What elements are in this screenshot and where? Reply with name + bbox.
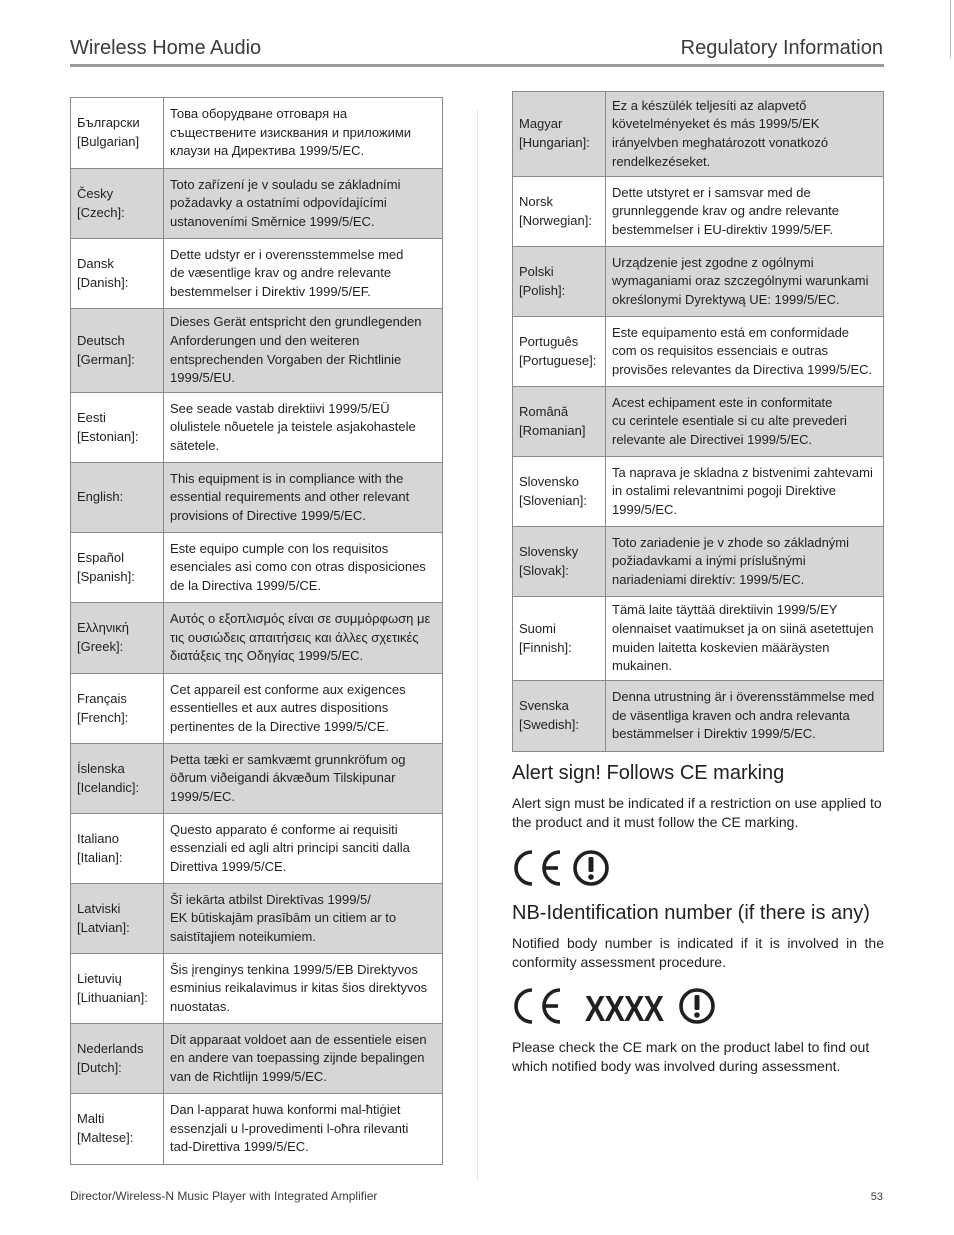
declaration-text: This equipment is in compliance with the essential requirements and other relevant provisions of Directive 1999/5/EC. [164,463,443,533]
ce-mark-icon [512,986,564,1031]
language-label: Français [French]: [71,674,164,744]
declaration-text: Este equipamento está em conformidade com os requisitos essenciais e outras provisões relevantes da Directiva 1999/5/EC. [606,317,884,387]
declaration-text: Dan l-apparat huwa konformi mal-ħtiġiet essenzjali u l-provedimenti l-oħra rilevanti tad-Direttiva 1999/5/EC. [164,1094,443,1165]
declaration-text: Toto zařízení je v souladu se základními požadavky a ostatními odpovídajícími ustanoveními Směrnice 1999/5/EC. [164,169,443,239]
page-edge-line [950,0,951,58]
declaration-text: Ez a készülék teljesíti az alapvető követelményeket és más 1999/5/EK irányelvben meghatározott vonatkozó rendelkezéseket. [606,92,884,177]
language-label: Español [Spanish]: [71,533,164,603]
table-row [513,681,884,752]
language-label: Български [Bulgarian] [71,98,164,169]
declaration-text: Urządzenie jest zgodne z ogólnymi wymaganiami oraz szczególnymi warunkami określonymi Dyrektywą UE: 1999/5/EC. [606,247,884,317]
page-number: 53 [870,1191,883,1203]
language-label: Nederlands [Dutch]: [71,1024,164,1094]
declaration-table-right [512,91,884,752]
declaration-text: Este equipo cumple con los requisitos esenciales asi como con otras disposiciones de la Directiva 1999/5/CE. [164,533,443,603]
table-row [71,1094,443,1165]
table-row [71,169,443,239]
declaration-text: Šī iekārta atbilst Direktīvas 1999/5/ EK būtiskajām prasībām un citiem ar to saistītajiem noteikumiem. [164,884,443,954]
declaration-table-left [70,97,443,1165]
language-label: Italiano [Italian]: [71,814,164,884]
language-label: Dansk [Danish]: [71,239,164,309]
table-row [71,954,443,1024]
table-row [513,92,884,177]
table-row [513,457,884,527]
ce-alert-marks [512,848,610,893]
header-title-left: Wireless Home Audio [70,37,262,59]
declaration-text: Tämä laite täyttää direktiivin 1999/5/EY olennaiset vaatimukset ja on siinä asetettujen muiden laitetta koskevien määräysten mukainen. [606,597,884,681]
language-label: Suomi [Finnish]: [513,597,606,681]
language-label: Polski [Polish]: [513,247,606,317]
column-separator [477,110,478,1180]
table-row [71,309,443,393]
alert-exclamation-icon [678,987,716,1030]
alert-body: Alert sign must be indicated if a restriction on use applied to the product and it must follow the CE marking. [512,795,882,830]
declaration-text: Acest echipament este in conformitate cu cerintele esentiale si cu alte prevederi relevante ale Directivei 1999/5/EC. [606,387,884,457]
check-label-text: Please check the CE mark on the product label to find out which notified body was involved during assessment. [512,1039,870,1074]
declaration-text: Toto zariadenie je v zhode so základnými požiadavkami a inými príslušnými nariadeniami direktív: 1999/5/EC. [606,527,884,597]
declaration-text: Dette udstyr er i overensstemmelse med de væsentlige krav og andre relevante bestemmelser i Direktiv 1999/5/EF. [164,239,443,309]
table-row [513,387,884,457]
table-row [71,239,443,309]
table-row [71,744,443,814]
language-label: Íslenska [Icelandic]: [71,744,164,814]
table-row [513,317,884,387]
language-label: English: [71,463,164,533]
table-row [71,814,443,884]
ce-nb-alert-marks [512,986,716,1031]
language-label: Magyar [Hungarian]: [513,92,606,177]
header-title-right: Regulatory Information [680,37,883,59]
table-row [513,527,884,597]
nb-section [512,902,884,972]
table-row [71,463,443,533]
table-row [71,603,443,674]
ce-mark-icon [512,848,564,893]
table-row [71,98,443,169]
declaration-text: Denna utrustning är i överensstämmelse med de väsentliga kraven och andra relevanta bestämmelser i Direktiv 1999/5/EC. [606,681,884,752]
nb-number: XXXX [584,987,664,1029]
language-label: Eesti [Estonian]: [71,393,164,463]
language-label: Česky [Czech]: [71,169,164,239]
language-label: Malti [Maltese]: [71,1094,164,1165]
table-row [71,674,443,744]
table-row [71,1024,443,1094]
declaration-text: Dieses Gerät entspricht den grundlegenden Anforderungen und den weiteren entsprechenden Vorgaben der Richtlinie 1999/5/EU. [164,309,443,393]
alert-heading: Alert sign! Follows CE marking [512,762,785,784]
declaration-text: Cet appareil est conforme aux exigences essentielles et aux autres dispositions pertinentes de la Directive 1999/5/CE. [164,674,443,744]
nb-heading: NB-Identification number (if there is any) [512,902,870,924]
language-label: Português [Portuguese]: [513,317,606,387]
table-row [71,884,443,954]
nb-body: Notified body number is indicated if it is involved in the conformity assessment procedure. [512,935,884,970]
declaration-text: Αυτός ο εξοπλισμός είναι σε συμμόρφωση με τις ουσιώδεις απαιτήσεις και άλλες σχετικές διατάξεις της Οδηγίας 1999/5/EC. [164,603,443,674]
language-label: Latviski [Latvian]: [71,884,164,954]
table-row [513,597,884,681]
declaration-text: Questo apparato é conforme ai requisiti essenziali ed agli altri principi sanciti dalla Direttiva 1999/5/CE. [164,814,443,884]
language-label: Slovensky [Slovak]: [513,527,606,597]
alert-section [512,762,884,832]
language-label: Română [Romanian] [513,387,606,457]
language-label: Svenska [Swedish]: [513,681,606,752]
header-rule [70,64,884,67]
declaration-text: Това оборудване отговаря на съществените изисквания и приложими клаузи на Директива 1999/5/ЕС. [164,98,443,169]
declaration-text: Ta naprava je skladna z bistvenimi zahtevami in ostalimi relevantnimi pogoji Direktive 1999/5/EC. [606,457,884,527]
declaration-text: Šis įrenginys tenkina 1999/5/EB Direktyvos esminius reikalavimus ir kitas šios direktyvos nuostatas. [164,954,443,1024]
declaration-text: Dit apparaat voldoet aan de essentiele eisen en andere van toepassing zijnde bepalingen van de Richtlijn 1999/5/EC. [164,1024,443,1094]
alert-exclamation-icon [572,849,610,892]
declaration-text: See seade vastab direktiivi 1999/5/EÜ olulistele nõuetele ja teistele asjakohastele sätetele. [164,393,443,463]
table-row [513,247,884,317]
language-label: Slovensko [Slovenian]: [513,457,606,527]
declaration-text: Þetta tæki er samkvæmt grunnkröfum og öðrum viðeigandi ákvæðum Tilskipunar 1999/5/EC. [164,744,443,814]
table-row [71,393,443,463]
language-label: Ελληνική [Greek]: [71,603,164,674]
language-label: Norsk [Norwegian]: [513,177,606,247]
declaration-text: Dette utstyret er i samsvar med de grunnleggende krav og andre relevante bestemmelser i EU-direktiv 1999/5/EF. [606,177,884,247]
table-row [71,533,443,603]
language-label: Lietuvių [Lithuanian]: [71,954,164,1024]
table-row [513,177,884,247]
footer-product-name: Director/Wireless-N Music Player with Integrated Amplifier [70,1189,378,1203]
language-label: Deutsch [German]: [71,309,164,393]
